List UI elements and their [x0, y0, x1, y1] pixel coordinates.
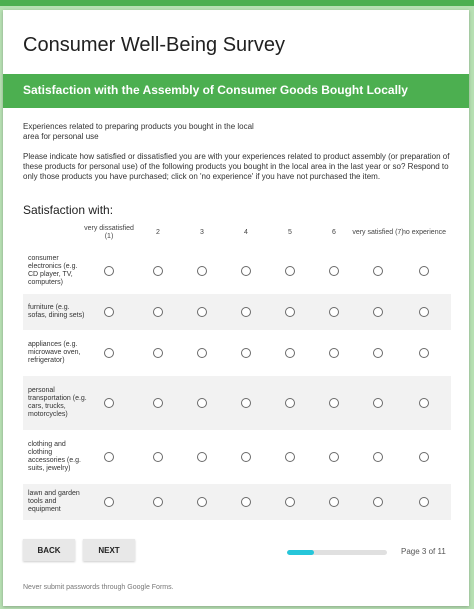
- column-header: 5: [288, 229, 292, 236]
- radio-button[interactable]: [373, 398, 383, 408]
- radio-button[interactable]: [373, 348, 383, 358]
- row-label: lawn and garden tools and equipment: [28, 490, 80, 513]
- radio-button[interactable]: [329, 398, 339, 408]
- column-header: 3: [200, 229, 204, 236]
- progress-bar-fill: [287, 550, 314, 555]
- grid-row: [23, 248, 451, 294]
- radio-button[interactable]: [329, 348, 339, 358]
- form-title: Consumer Well-Being Survey: [23, 34, 285, 56]
- radio-button[interactable]: [329, 452, 339, 462]
- radio-button[interactable]: [419, 348, 429, 358]
- radio-button[interactable]: [153, 497, 163, 507]
- radio-button[interactable]: [104, 307, 114, 317]
- radio-button[interactable]: [419, 398, 429, 408]
- footer-disclaimer: Never submit passwords through Google Forms.: [23, 584, 174, 591]
- radio-button[interactable]: [153, 307, 163, 317]
- next-button[interactable]: NEXT: [83, 539, 135, 561]
- radio-button[interactable]: [285, 452, 295, 462]
- row-label: furniture (e.g. sofas, dining sets): [28, 304, 85, 319]
- radio-button[interactable]: [329, 307, 339, 317]
- progress-bar: [287, 550, 387, 555]
- grid-header: [23, 218, 451, 248]
- radio-button[interactable]: [285, 497, 295, 507]
- radio-button[interactable]: [373, 266, 383, 276]
- row-label: consumer electronics (e.g. CD player, TV, computers): [28, 255, 78, 286]
- section-header: [3, 74, 469, 108]
- row-label: appliances (e.g. microwave oven, refrigerator): [28, 341, 81, 364]
- radio-button[interactable]: [197, 307, 207, 317]
- radio-button[interactable]: [153, 348, 163, 358]
- grid-body: [23, 248, 451, 520]
- radio-button[interactable]: [153, 452, 163, 462]
- form-card: [3, 10, 469, 606]
- radio-button[interactable]: [104, 266, 114, 276]
- column-header: very satisfied (7): [352, 229, 404, 236]
- radio-button[interactable]: [197, 398, 207, 408]
- radio-button[interactable]: [153, 398, 163, 408]
- radio-button[interactable]: [285, 398, 295, 408]
- radio-button[interactable]: [104, 452, 114, 462]
- column-header: 4: [244, 229, 248, 236]
- radio-button[interactable]: [241, 266, 251, 276]
- radio-button[interactable]: [104, 348, 114, 358]
- radio-button[interactable]: [285, 266, 295, 276]
- radio-button[interactable]: [373, 307, 383, 317]
- grid-row: [23, 294, 451, 330]
- row-label: personal transportation (e.g. cars, trucks, motorcycles): [28, 387, 87, 418]
- grid-row: [23, 330, 451, 376]
- radio-button[interactable]: [197, 497, 207, 507]
- radio-button[interactable]: [104, 398, 114, 408]
- column-header: very dissatisfied (1): [84, 225, 134, 240]
- radio-button[interactable]: [329, 497, 339, 507]
- radio-button[interactable]: [241, 452, 251, 462]
- grid-row: [23, 376, 451, 430]
- radio-button[interactable]: [153, 266, 163, 276]
- column-header: 2: [156, 229, 160, 236]
- page-indicator: Page 3 of 11: [401, 547, 446, 556]
- grid-row: [23, 430, 451, 484]
- row-label: clothing and clothing accessories (e.g. suits, jewelry): [28, 441, 81, 472]
- satisfaction-grid: [23, 218, 451, 520]
- grid-row: [23, 484, 451, 520]
- radio-button[interactable]: [197, 266, 207, 276]
- radio-button[interactable]: [373, 452, 383, 462]
- radio-button[interactable]: [373, 497, 383, 507]
- radio-button[interactable]: [241, 398, 251, 408]
- radio-button[interactable]: [241, 497, 251, 507]
- radio-button[interactable]: [104, 497, 114, 507]
- radio-button[interactable]: [419, 497, 429, 507]
- radio-button[interactable]: [241, 348, 251, 358]
- back-button[interactable]: BACK: [23, 539, 75, 561]
- radio-button[interactable]: [419, 307, 429, 317]
- radio-button[interactable]: [285, 348, 295, 358]
- radio-button[interactable]: [241, 307, 251, 317]
- radio-button[interactable]: [285, 307, 295, 317]
- column-header: no experience: [402, 229, 446, 236]
- radio-button[interactable]: [197, 452, 207, 462]
- radio-button[interactable]: [197, 348, 207, 358]
- section-description: Experiences related to preparing products you bought in the local area for personal use: [23, 122, 254, 141]
- grid-question-title: Satisfaction with:: [23, 203, 114, 217]
- radio-button[interactable]: [419, 452, 429, 462]
- column-header: 6: [332, 229, 336, 236]
- radio-button[interactable]: [419, 266, 429, 276]
- section-title: Satisfaction with the Assembly of Consumer Goods Bought Locally: [23, 83, 408, 97]
- radio-button[interactable]: [329, 266, 339, 276]
- question-instructions: Please indicate how satisfied or dissatisfied you are with your experiences related to product assembly (or preparation of these products for personal use) of the following products you bought in the local area in the last year or so? Respond to only those products you have purchased; click on 'no experience' if you have not purchased the item.: [23, 152, 450, 181]
- top-accent-bar: [0, 0, 474, 6]
